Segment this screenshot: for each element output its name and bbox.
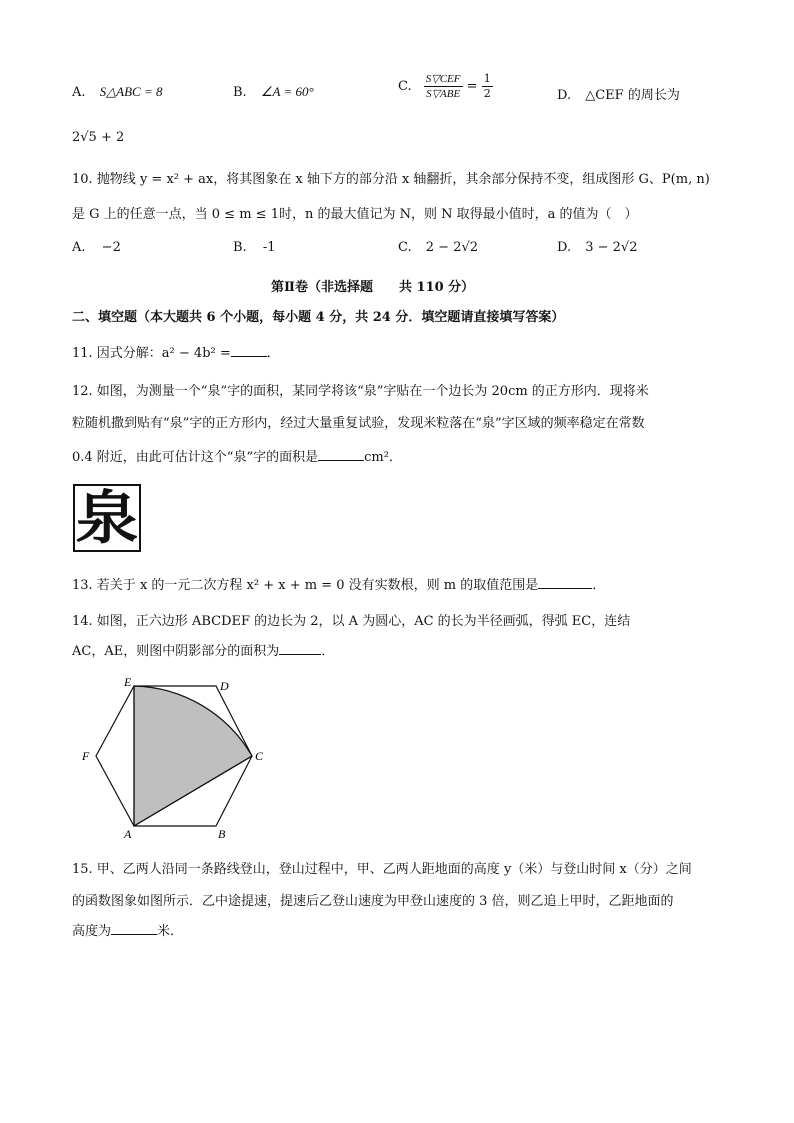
- q10-option-d-label: D.: [557, 240, 572, 255]
- q10-option-d-text: 3 − 2√2: [585, 240, 638, 255]
- q10-option-c-text: 2 − 2√2: [425, 240, 479, 255]
- q10-option-a: [72, 240, 121, 255]
- q11-suffix: ．: [266, 346, 280, 361]
- q9-option-d-text: △CEF 的周长为: [585, 88, 680, 103]
- q9-option-d-label: D.: [557, 88, 572, 103]
- part2-title: 第Ⅱ卷（非选择题 共 110 分）: [271, 280, 475, 295]
- q14-answer-blank[interactable]: [279, 654, 321, 655]
- q9-option-b-label: B.: [233, 85, 247, 100]
- q12-line3: [72, 446, 402, 465]
- shaded-sector: [134, 686, 252, 826]
- q9-option-a-text: S△ABC = 8: [99, 84, 163, 99]
- q12-answer-blank[interactable]: [318, 460, 364, 461]
- q11: [72, 342, 280, 361]
- vertex-label-c: C: [255, 749, 264, 763]
- section-title: 二、填空题（本大题共 6 个小题，每小题 4 分，共 24 分．填空题请直接填写答案）: [72, 310, 565, 325]
- q15-line1: 15. 甲、乙两人沿同一条路线登山，登山过程中，甲、乙两人距地面的高度 y（米）与登山时间 x（分）之间: [72, 862, 692, 877]
- q9-option-c-rhs-num: 1: [483, 72, 491, 85]
- vertex-label-a: A: [124, 827, 132, 841]
- q9-option-c-denominator: S▽ABE: [426, 88, 461, 100]
- q14-line1: 14. 如图，正六边形 ABCDEF 的边长为 2，以 A 为圆心，AC 的长为半径画弧，得弧 EC，连结: [72, 614, 631, 629]
- q10-option-a-text: −2: [101, 240, 121, 255]
- q13-suffix: ．: [592, 578, 606, 593]
- q9-option-c-label: C.: [398, 79, 412, 94]
- q13: [72, 574, 605, 593]
- q12-unit: cm²．: [364, 450, 402, 465]
- vertex-label-d: D: [220, 679, 229, 693]
- q13-text: 13. 若关于 x 的一元二次方程 x² + x + m = 0 没有实数根，则 m 的取值范围是: [72, 578, 539, 593]
- q14-line2-text: AC，AE，则图中阴影部分的面积为: [72, 644, 280, 659]
- q10-option-b-label: B.: [233, 240, 247, 255]
- q12-line1: 12. 如图，为测量一个“泉”字的面积，某同学将该“泉”字贴在一个边长为 20cm 的正方形内．现将米: [72, 384, 649, 399]
- vertex-label-f: F: [82, 749, 90, 763]
- q9-option-a-label: A.: [72, 85, 86, 100]
- q10-option-d: [557, 240, 638, 255]
- q12-line2: 粒随机撒到贴有“泉”字的正方形内，经过大量重复试验，发现米粒落在“泉”字区域的频率稳定在常数: [72, 416, 645, 431]
- q9-option-c: C. $\frac{\text{S▽CEF}}{\text{S▽ABE}}$ = $\frac{1}{2}$: [398, 72, 491, 100]
- hexagon-figure: [78, 674, 278, 844]
- q9-option-d: [557, 84, 680, 103]
- q15-line3: [72, 920, 183, 939]
- q9-option-c-rhs-den: 2: [483, 87, 491, 100]
- vertex-label-b: B: [218, 827, 226, 841]
- q9-option-c-numerator: S▽CEF: [425, 73, 461, 85]
- q15-line3-text: 高度为: [72, 924, 112, 939]
- q11-answer-blank[interactable]: [231, 356, 267, 357]
- q15-answer-blank[interactable]: [111, 934, 157, 935]
- q14-line2: [72, 640, 334, 659]
- q10-option-c-label: C.: [398, 240, 412, 255]
- q10-line1: 10. 抛物线 y = x² + ax，将其图象在 x 轴下方的部分沿 x 轴翻折，其余部分保持不变，组成图形 G、P(m, n): [72, 172, 710, 187]
- q10-option-c: [398, 240, 478, 255]
- q15-suffix: 米．: [157, 924, 184, 939]
- quan-character: 泉: [75, 484, 139, 552]
- q12-line3-text: 0.4 附近，由此可估计这个“泉”字的面积是: [72, 450, 319, 465]
- q13-answer-blank[interactable]: [538, 588, 592, 589]
- q10-option-b: [233, 240, 276, 255]
- q14-suffix: ．: [321, 644, 335, 659]
- q9-option-b-text: ∠A = 60°: [260, 84, 314, 99]
- q9-option-c-rhs: [482, 72, 493, 101]
- q9-option-c-fraction: [424, 72, 463, 101]
- q9-option-d-continued: 2√5 + 2: [72, 130, 125, 145]
- q10-option-b-text: -1: [262, 240, 276, 255]
- q10-line2: 是 G 上的任意一点，当 0 ≤ m ≤ 1时，n 的最大值记为 N，则 N 取得最小值时，a 的值为（ ）: [72, 207, 638, 222]
- q10-option-a-label: A.: [72, 240, 86, 255]
- q9-option-b: [233, 84, 314, 100]
- q9-option-a: [72, 84, 163, 100]
- q15-line2: 的函数图象如图所示．乙中途提速，提速后乙登山速度为甲登山速度的 3 倍，则乙追上甲时，乙距地面的: [72, 894, 674, 909]
- quan-character-figure: [73, 484, 141, 552]
- vertex-label-e: E: [124, 675, 132, 689]
- q11-text: 11. 因式分解：a² − 4b² =: [72, 346, 231, 361]
